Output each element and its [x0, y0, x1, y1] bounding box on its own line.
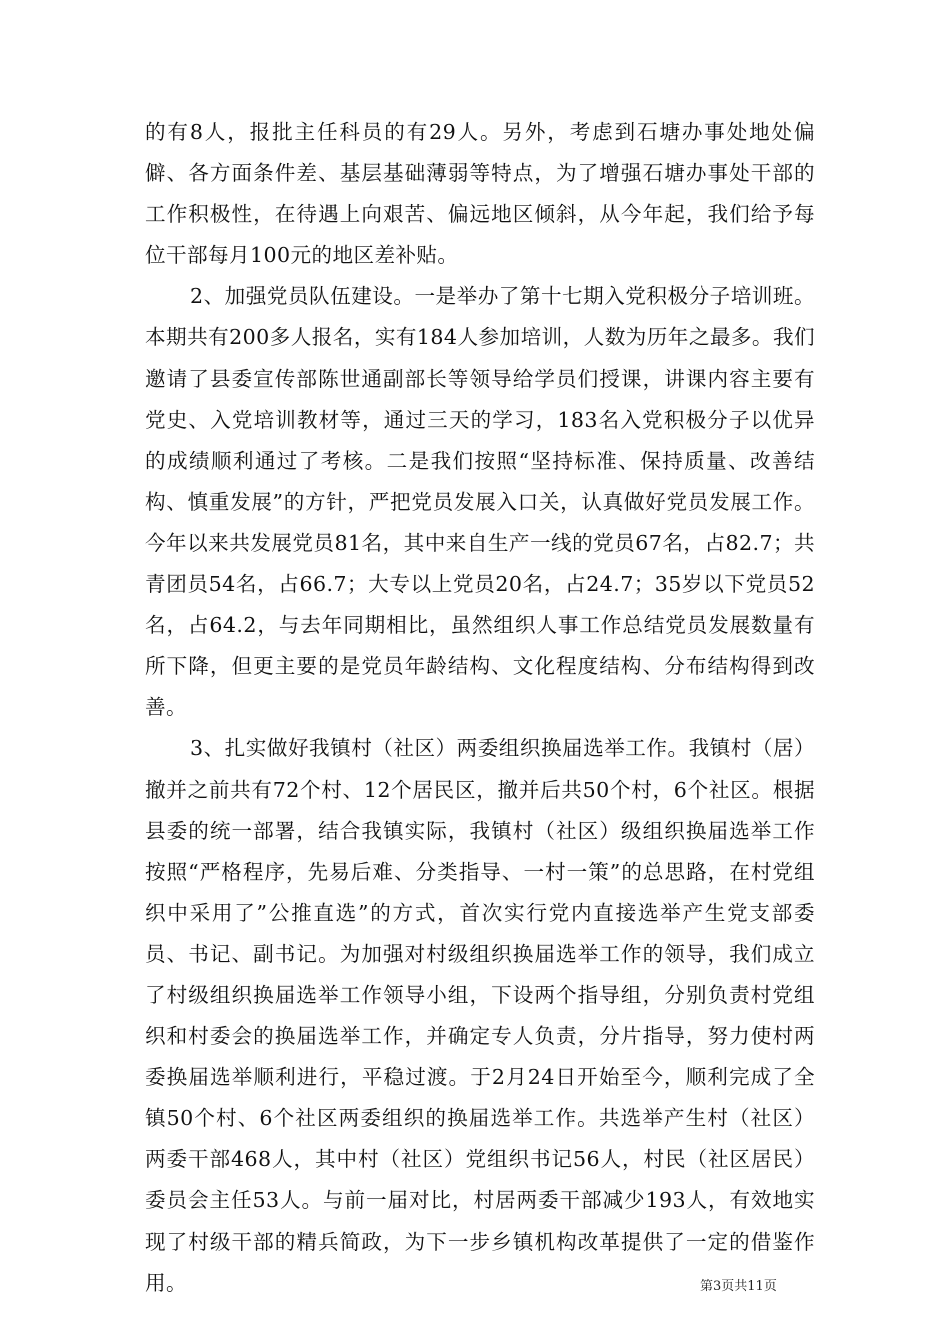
- page-number-footer: 第3页共11页: [700, 1279, 777, 1294]
- paragraph-party-member-building: 2、加强党员队伍建设。一是举办了第十七期入党积极分子培训班。本期共有200多人报名，实有184人参加培训，人数为历年之最多。我们邀请了县委宣传部陈世通副部长等领导给学员们授课，讲课内容主要有党史、入党培训教材等，通过三天的学习，183名入党积极分子以优异的成绩顺利通过了考核。二是我们按照“坚持标准、保持质量、改善结构、慎重发展”的方针，严把党员发展入口关，认真做好党员发展工作。今年以来共发展党员81名，其中来自生产一线的党员67名，占82.7；共青团员54名，占66.7；大专以上党员20名，占24.7；35岁以下党员52名，占64.2，与去年同期相比，虽然组织人事工作总结党员发展数量有所下降，但更主要的是党员年龄结构、文化程度结构、分布结构得到改善。: [145, 284, 815, 720]
- document-body: [145, 112, 815, 1304]
- paragraph-election-work: 3、扎实做好我镇村（社区）两委组织换届选举工作。我镇村（居）撤并之前共有72个村、12个居民区，撤并后共50个村，6个社区。根据县委的统一部署，结合我镇实际，我镇村（社区）级组织换届选举工作按照“严格程序，先易后难、分类指导、一村一策”的总思路，在村党组织中采用了”公推直选”的方式，首次实行党内直接选举产生党支部委员、书记、副书记。为加强对村级组织换届选举工作的领导，我们成立了村级组织换届选举工作领导小组，下设两个指导组，分别负责村党组织和村委会的换届选举工作，并确定专人负责，分片指导，努力使村两委换届选举顺利进行，平稳过渡。于2月24日开始至今，顺利完成了全镇50个村、6个社区两委组织的换届选举工作。共选举产生村（社区）两委干部468人，其中村（社区）党组织书记56人，村民（社区居民）委员会主任53人。与前一届对比，村居两委干部减少193人，有效地实现了村级干部的精兵简政，为下一步乡镇机构改革提供了一定的借鉴作用。: [145, 736, 815, 1295]
- paragraph-continuation: 的有8人，报批主任科员的有29人。另外，考虑到石塘办事处地处偏僻、各方面条件差、基层基础薄弱等特点，为了增强石塘办事处干部的工作积极性，在待遇上向艰苦、偏远地区倾斜，从今年起，我们给予每位干部每月100元的地区差补贴。: [145, 120, 815, 268]
